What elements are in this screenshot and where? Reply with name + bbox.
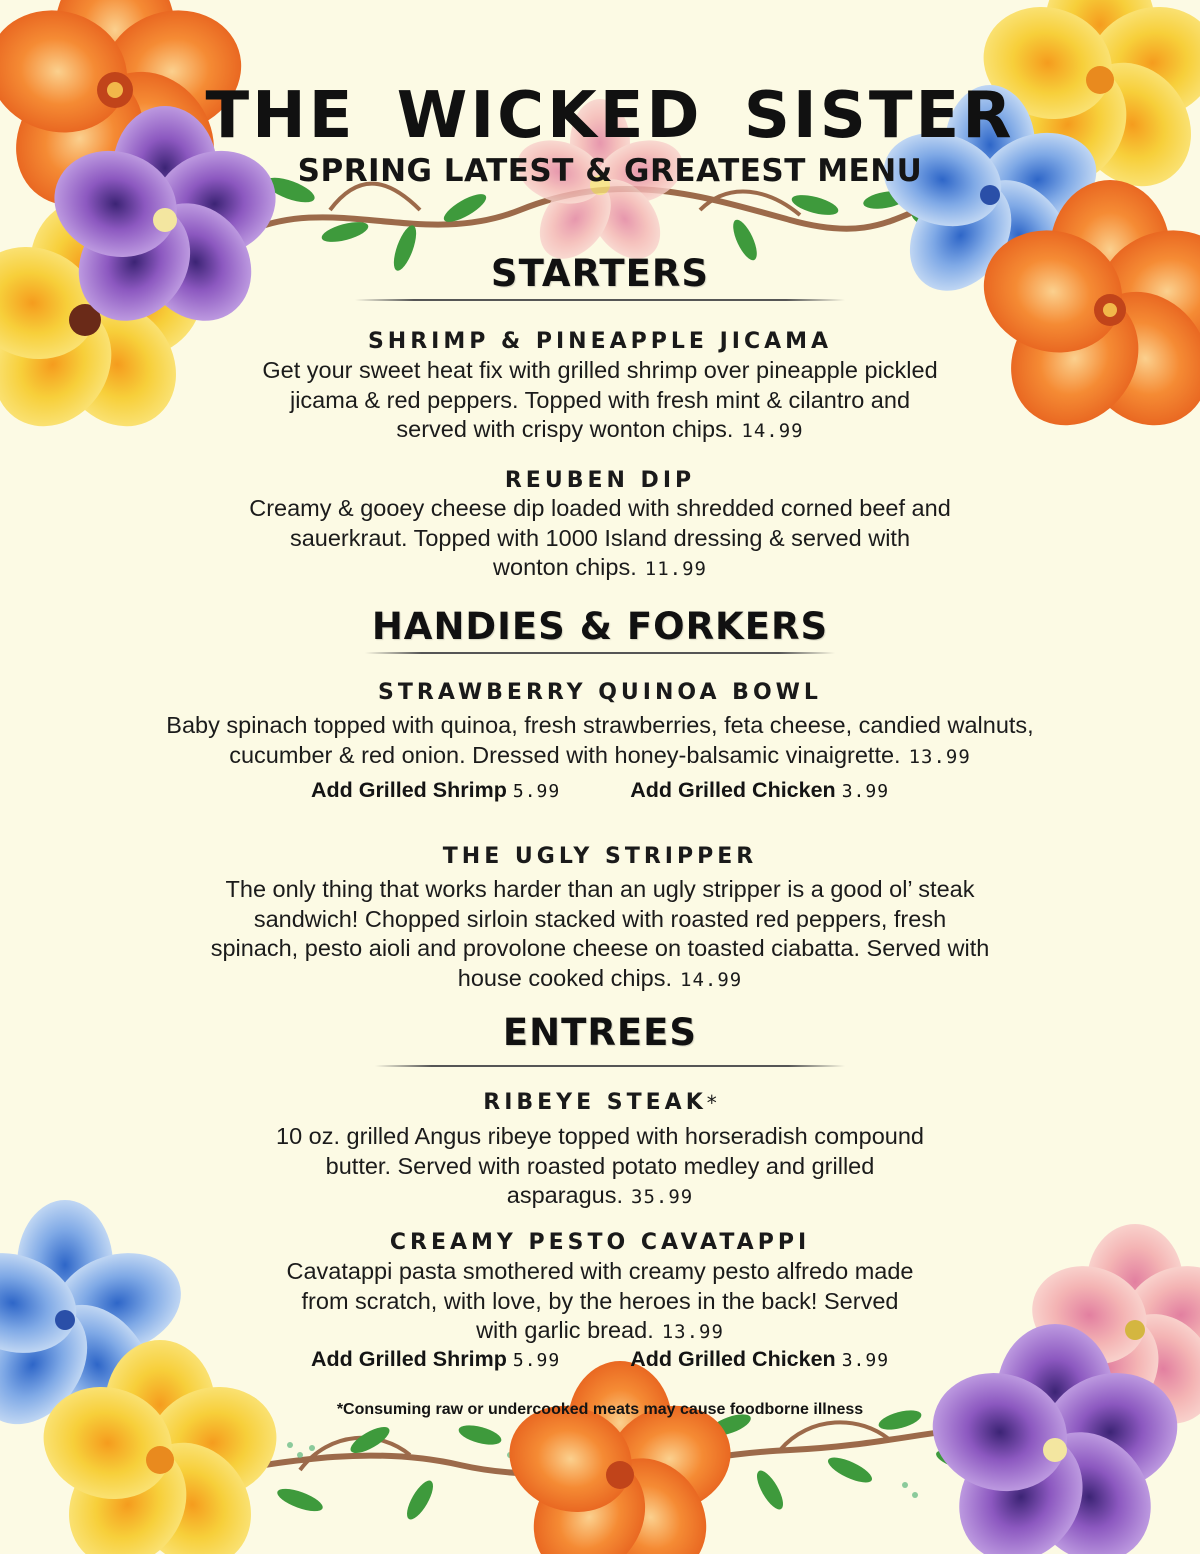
addon-option: Add Grilled Chicken 3.99 bbox=[630, 778, 890, 802]
item-description: Cavatappi pasta smothered with creamy pesto alfredo made from scratch, with love, by the heroes in the back! Served with garlic bread. 13.99 bbox=[286, 1258, 914, 1343]
addon-option: Add Grilled Shrimp 5.99 bbox=[310, 778, 561, 802]
item-name: STRAWBERRY QUINOA BOWL bbox=[378, 680, 822, 705]
item-name: CREAMY PESTO CAVATAPPI bbox=[389, 1230, 811, 1255]
item-price: 14.99 bbox=[741, 420, 804, 442]
section-divider bbox=[365, 652, 835, 654]
section-divider bbox=[355, 299, 845, 301]
item-name: REUBEN DIP bbox=[504, 468, 696, 493]
section-heading-entrees: ENTREES bbox=[502, 1011, 698, 1054]
section-divider bbox=[375, 1065, 845, 1067]
item-description: Get your sweet heat fix with grilled shrimp over pineapple pickled jicama & red peppers. Topped with fresh mint & cilantro and served with crispy wonton chips. 14.99 bbox=[262, 357, 938, 442]
asterisk-marker: * bbox=[706, 1091, 717, 1115]
item-price: 13.99 bbox=[661, 1321, 724, 1343]
item-description: Creamy & gooey cheese dip loaded with shredded corned beef and sauerkraut. Topped with 1000 Island dressing & served with wonton chips. 11.99 bbox=[249, 495, 951, 580]
item-price: 14.99 bbox=[680, 968, 743, 991]
item-price: 11.99 bbox=[644, 558, 707, 580]
item-description: The only thing that works harder than an ugly stripper is a good ol’ steak sandwich! Chopped sirloin stacked with roasted red peppers, fresh spinach, pesto aioli and provolone cheese on toasted ciabatta. Served with house cooked chips. 14.99 bbox=[210, 876, 990, 991]
section-heading-starters: STARTERS bbox=[490, 252, 710, 295]
item-price: 35.99 bbox=[631, 1186, 694, 1208]
food-safety-disclaimer: *Consuming raw or undercooked meats may cause foodborne illness bbox=[336, 1401, 864, 1418]
item-description: Baby spinach topped with quinoa, fresh strawberries, feta cheese, candied walnuts, cucumber & red onion. Dressed with honey-balsamic vinaigrette. 13.99 bbox=[166, 712, 1034, 768]
item-name: SHRIMP & PINEAPPLE JICAMA bbox=[367, 329, 833, 354]
section-heading-handies-forkers: HANDIES & FORKERS bbox=[371, 605, 829, 648]
item-addons bbox=[0, 776, 1200, 806]
addon-option: Add Grilled Chicken 3.99 bbox=[630, 1347, 890, 1371]
menu-subtitle: SPRING LATEST & GREATEST MENU bbox=[297, 153, 923, 189]
item-price: 13.99 bbox=[908, 745, 971, 768]
addon-option: Add Grilled Shrimp 5.99 bbox=[310, 1347, 561, 1371]
item-addons bbox=[0, 1345, 1200, 1375]
orange-flower-icon bbox=[496, 1361, 745, 1554]
item-name: RIBEYE STEAK* bbox=[483, 1090, 717, 1115]
menu-title: THE WICKED SISTER bbox=[205, 79, 1015, 153]
item-name: THE UGLY STRIPPER bbox=[442, 844, 758, 869]
item-description: 10 oz. grilled Angus ribeye topped with horseradish compound butter. Served with roasted potato medley and grilled asparagus. 35.99 bbox=[276, 1123, 924, 1208]
